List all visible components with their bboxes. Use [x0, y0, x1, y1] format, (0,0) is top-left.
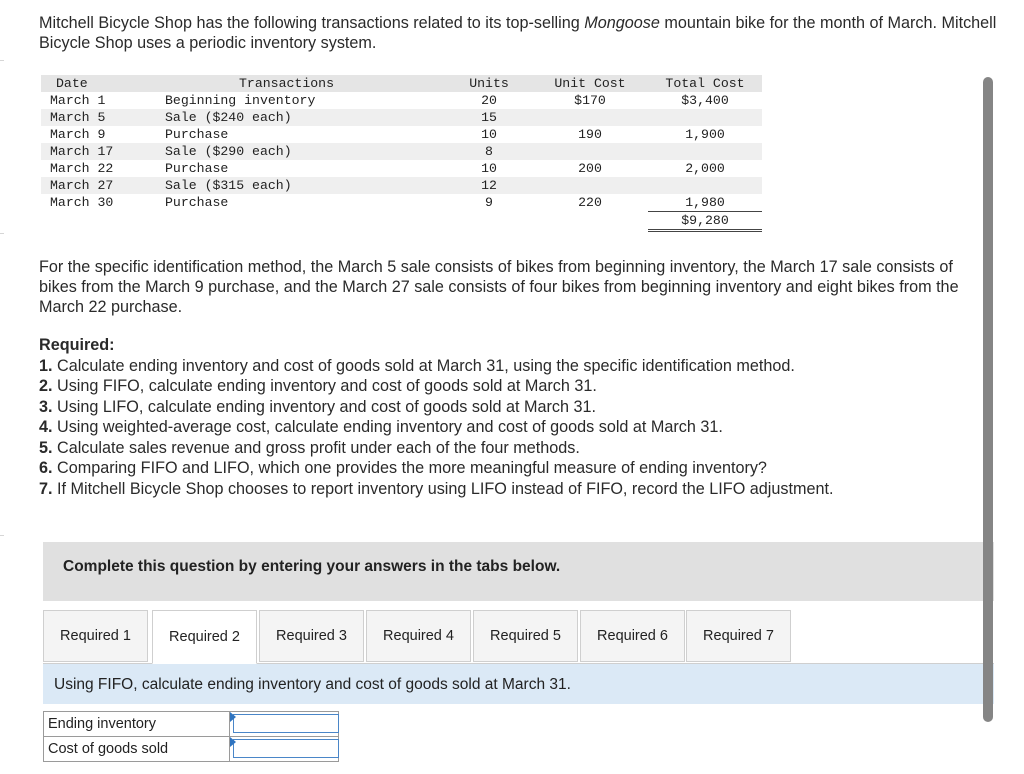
required-list: [39, 335, 999, 499]
required-item-7: 7. If Mitchell Bicycle Shop chooses to report inventory using LIFO instead of FIFO, record the LIFO adjustment.: [39, 479, 834, 498]
table-row: March 30 Purchase 9 220 1,980: [41, 194, 762, 212]
table-row: March 17 Sale ($290 each) 8: [41, 143, 762, 160]
grand-total: $9,280: [648, 212, 762, 231]
cogs-input[interactable]: [233, 739, 339, 758]
tab-required-5[interactable]: Required 5: [473, 610, 578, 662]
header-total-cost: Total Cost: [648, 75, 762, 92]
transactions-table: [41, 75, 762, 232]
scrollbar-thumb[interactable]: [983, 77, 993, 722]
specific-identification-text: For the specific identification method, the March 5 sale consists of bikes from beginning inventory, the March 17 sale consists of bikes from the March 9 purchase, and the March 27 sale consists of four bikes from beginning inventory and eight bikes from the March 22 purchase.: [39, 258, 959, 316]
instructions-panel: [43, 542, 994, 601]
table-row: March 9 Purchase 10 190 1,900: [50, 127, 725, 142]
tab-instruction-text: Using FIFO, calculate ending inventory and cost of goods sold at March 31.: [54, 676, 571, 693]
header-units: Units: [446, 75, 532, 92]
table-total-row: [41, 212, 762, 231]
tab-required-7[interactable]: Required 7: [686, 610, 791, 662]
answer-row-ending-inventory: [44, 712, 339, 737]
required-item-1: 1. Calculate ending inventory and cost of goods sold at March 31, using the specific identification method.: [39, 356, 795, 375]
header-unit-cost: Unit Cost: [532, 75, 648, 92]
required-item-2: 2. Using FIFO, calculate ending inventory and cost of goods sold at March 31.: [39, 377, 597, 395]
table-header-row: [41, 75, 762, 92]
header-date: Date: [41, 75, 165, 92]
table-row: March 27 Sale ($315 each) 12: [41, 177, 762, 194]
tab-instruction: [43, 664, 994, 704]
cogs-label: Cost of goods sold: [44, 737, 230, 762]
header-transactions: Transactions: [165, 75, 446, 92]
required-item-4: 4. Using weighted-average cost, calculate ending inventory and cost of goods sold at March 31.: [39, 418, 723, 436]
ending-inventory-input[interactable]: [233, 714, 339, 733]
required-header: Required:: [39, 336, 115, 354]
answer-table: [43, 711, 339, 762]
panel-instruction: Complete this question by entering your answers in the tabs below.: [63, 558, 561, 575]
required-item-3: 3. Using LIFO, calculate ending inventory and cost of goods sold at March 31.: [39, 397, 596, 416]
tab-required-4[interactable]: Required 4: [366, 610, 471, 662]
tab-required-3[interactable]: Required 3: [259, 610, 364, 662]
answer-row-cogs: [44, 737, 339, 762]
table-row: March 22 Purchase 10 200 2,000: [50, 161, 725, 176]
table-row: March 5 Sale ($240 each) 15: [41, 109, 762, 126]
input-flag-icon: [230, 737, 236, 747]
tab-required-6[interactable]: Required 6: [580, 610, 685, 662]
required-item-5: 5. Calculate sales revenue and gross profit under each of the four methods.: [39, 438, 580, 457]
ending-inventory-label: Ending inventory: [44, 712, 230, 737]
brand-name: Mongoose: [584, 14, 660, 32]
required-item-6: 6. Comparing FIFO and LIFO, which one provides the more meaningful measure of ending inventory?: [39, 459, 767, 477]
table-row: March 1 Beginning inventory 20 $170 $3,400: [50, 93, 729, 108]
tab-required-2[interactable]: Required 2: [152, 610, 257, 664]
input-flag-icon: [230, 712, 236, 722]
problem-intro: Mitchell Bicycle Shop has the following transactions related to its top-selling Mongoose mountain bike for the month of March. Mitchell Bicycle Shop uses a periodic inventory system.: [39, 14, 997, 52]
tab-required-1[interactable]: Required 1: [43, 610, 148, 662]
